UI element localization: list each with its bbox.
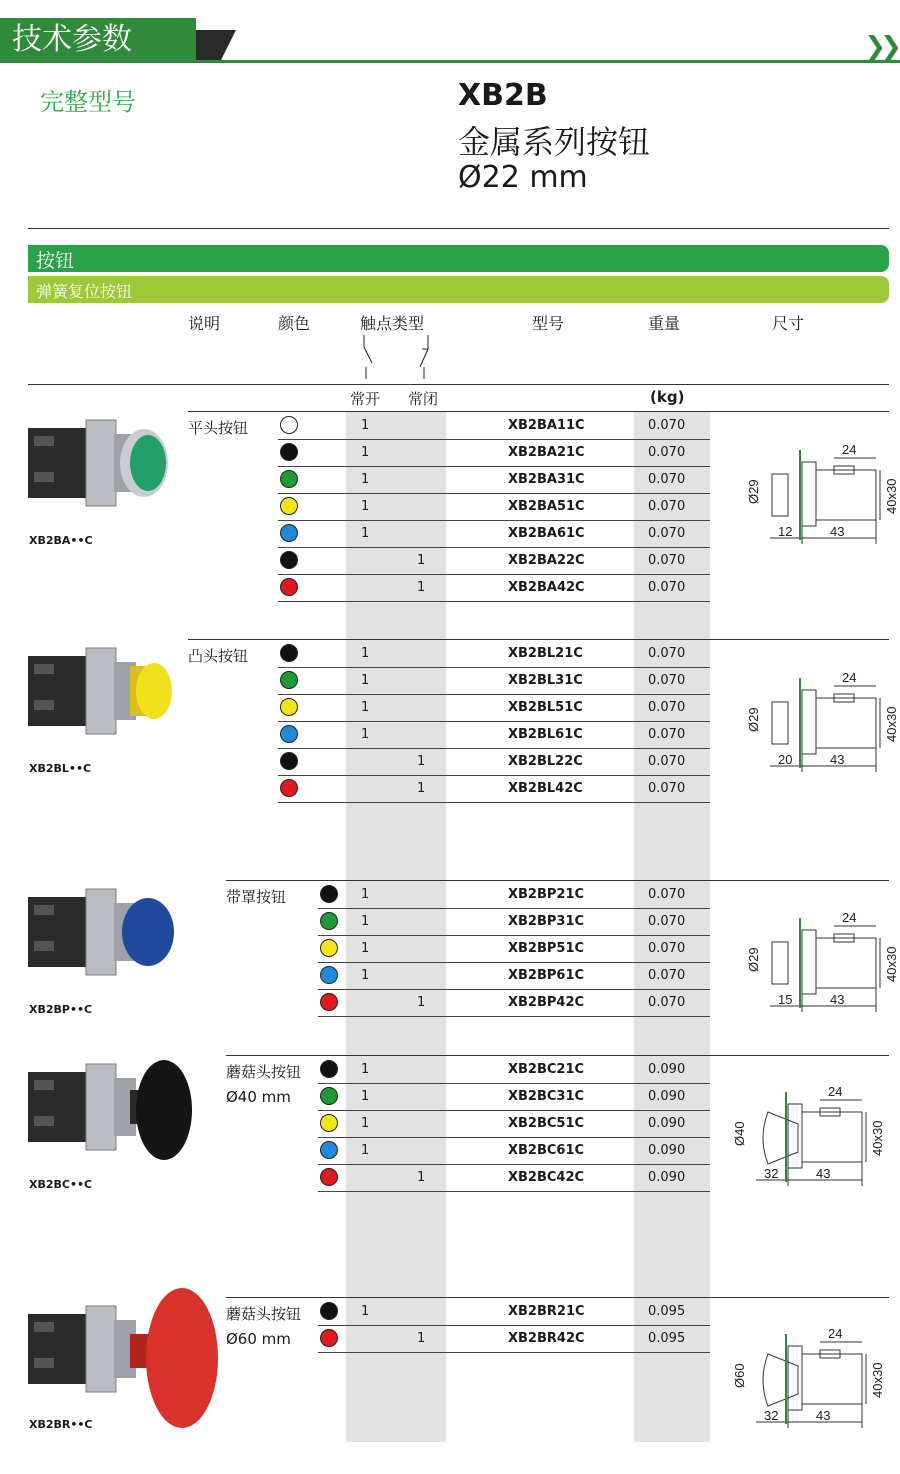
dim-front: 20 <box>778 752 793 767</box>
model-number: XB2BL21C <box>508 646 583 661</box>
dim-diameter: Ø40 <box>732 1121 747 1146</box>
button-photo <box>22 869 222 1019</box>
color-swatch <box>280 497 298 515</box>
contact-no-value: 1 <box>361 499 370 514</box>
contact-nc-value: 1 <box>417 553 426 568</box>
table-row <box>278 775 710 803</box>
chevron-right-icon: ❯❯ <box>864 32 896 62</box>
terminal <box>34 664 54 674</box>
dim-top: 24 <box>842 442 857 457</box>
table-row <box>278 520 710 548</box>
category-bar <box>28 245 889 272</box>
category-label: 按钮 <box>36 250 75 272</box>
color-swatch <box>280 752 298 770</box>
table-row <box>278 667 710 695</box>
dim-diameter: Ø29 <box>746 707 761 732</box>
dimension-drawing <box>738 668 899 778</box>
contact-nc-value: 1 <box>417 1170 426 1185</box>
photo-label: XB2BA••C <box>29 534 93 547</box>
terminal <box>34 1080 54 1090</box>
table-row <box>278 694 710 722</box>
color-swatch <box>320 1060 338 1078</box>
contact-no-value: 1 <box>361 646 370 661</box>
dimension-drawing <box>738 440 899 550</box>
dim-side: 40x30 <box>884 946 899 982</box>
weight-value: 0.070 <box>648 526 686 541</box>
color-swatch <box>320 993 338 1011</box>
mounting-collar <box>86 1064 116 1150</box>
weight-unit: (kg) <box>650 388 685 406</box>
col-header-color: 颜色 <box>278 314 311 333</box>
table-row <box>278 439 710 467</box>
button-photo <box>22 400 222 550</box>
table-row <box>278 721 710 749</box>
group-description-size: Ø60 mm <box>226 1330 291 1348</box>
color-swatch <box>320 1329 338 1347</box>
contact-no-value: 1 <box>361 914 370 929</box>
contact-no-value: 1 <box>361 472 370 487</box>
table-row <box>278 466 710 494</box>
table-row <box>278 748 710 776</box>
color-swatch <box>280 644 298 662</box>
dim-top: 24 <box>842 670 857 685</box>
mounting-collar <box>86 648 116 734</box>
model-number: XB2BL31C <box>508 673 583 688</box>
header-slant <box>196 30 236 62</box>
table-row <box>278 547 710 575</box>
dim-side: 40x30 <box>884 478 899 514</box>
model-number: XB2BC61C <box>508 1143 585 1158</box>
dim-front: 32 <box>764 1166 779 1181</box>
section-label: 完整型号 <box>40 88 136 116</box>
dim-diameter: Ø29 <box>746 479 761 504</box>
color-swatch <box>280 671 298 689</box>
weight-value: 0.070 <box>648 727 686 742</box>
product-size: Ø22 mm <box>458 160 588 195</box>
model-number: XB2BR21C <box>508 1304 585 1319</box>
mounting-collar <box>86 1306 116 1392</box>
contact-no-value: 1 <box>361 941 370 956</box>
button-cap <box>136 663 172 719</box>
color-swatch <box>320 885 338 903</box>
weight-value: 0.070 <box>648 445 686 460</box>
color-swatch <box>280 470 298 488</box>
subcategory-label: 弹簧复位按钮 <box>36 282 133 301</box>
col-header-no: 常开 <box>350 390 381 408</box>
terminal <box>34 905 54 915</box>
weight-value: 0.095 <box>648 1304 686 1319</box>
weight-value: 0.070 <box>648 995 686 1010</box>
dim-front: 15 <box>778 992 793 1007</box>
model-number: XB2BA11C <box>508 418 585 433</box>
header-divider <box>28 384 889 385</box>
color-swatch <box>320 939 338 957</box>
group-description: 平头按钮 <box>188 419 249 437</box>
contact-no-value: 1 <box>361 1062 370 1077</box>
model-number: XB2BC51C <box>508 1116 585 1131</box>
subcategory-bar <box>28 276 889 303</box>
col-header-dim: 尺寸 <box>772 314 805 333</box>
dim-front: 12 <box>778 524 793 539</box>
table-row <box>278 493 710 521</box>
model-number: XB2BC21C <box>508 1062 585 1077</box>
col-header-contact: 触点类型 <box>360 314 425 333</box>
contact-no-value: 1 <box>361 673 370 688</box>
group-description: 带罩按钮 <box>226 888 287 906</box>
dim-side: 40x30 <box>884 706 899 742</box>
color-swatch <box>320 1114 338 1132</box>
color-swatch <box>320 912 338 930</box>
dim-body: 43 <box>830 992 845 1007</box>
group-description: 蘑菇头按钮 <box>226 1063 302 1081</box>
weight-value: 0.070 <box>648 968 686 983</box>
table-row <box>278 412 710 440</box>
dim-top: 24 <box>842 910 857 925</box>
group-description-size: Ø40 mm <box>226 1088 291 1106</box>
page-title: 技术参数 <box>12 22 132 57</box>
group-description: 蘑菇头按钮 <box>226 1305 302 1323</box>
model-number: XB2BA31C <box>508 472 585 487</box>
weight-value: 0.090 <box>648 1089 686 1104</box>
group-description: 凸头按钮 <box>188 647 249 665</box>
weight-value: 0.090 <box>648 1062 686 1077</box>
terminal <box>34 1322 54 1332</box>
photo-label: XB2BL••C <box>29 762 92 775</box>
model-number: XB2BP31C <box>508 914 585 929</box>
color-swatch <box>320 1087 338 1105</box>
weight-value: 0.070 <box>648 914 686 929</box>
dim-side: 40x30 <box>870 1120 885 1156</box>
color-swatch <box>320 1141 338 1159</box>
table-row <box>278 574 710 602</box>
contact-no-value: 1 <box>361 727 370 742</box>
contact-no-value: 1 <box>361 445 370 460</box>
weight-value: 0.070 <box>648 499 686 514</box>
color-swatch <box>320 1168 338 1186</box>
mushroom-cap <box>136 1060 192 1160</box>
terminal <box>34 700 54 710</box>
weight-value: 0.070 <box>648 418 686 433</box>
col-header-weight: 重量 <box>648 314 681 333</box>
model-number: XB2BL22C <box>508 754 583 769</box>
button-cap <box>130 435 166 491</box>
model-number: XB2BA21C <box>508 445 585 460</box>
model-number: XB2BA61C <box>508 526 585 541</box>
weight-value: 0.070 <box>648 887 686 902</box>
dim-body: 43 <box>816 1408 831 1423</box>
product-code: XB2B <box>458 78 548 113</box>
photo-label: XB2BP••C <box>29 1003 93 1016</box>
model-number: XB2BP51C <box>508 941 585 956</box>
col-header-nc: 常闭 <box>408 390 439 408</box>
model-number: XB2BA42C <box>508 580 585 595</box>
terminal <box>34 1358 54 1368</box>
weight-value: 0.070 <box>648 646 686 661</box>
color-swatch <box>320 1302 338 1320</box>
contact-no-value: 1 <box>361 1304 370 1319</box>
weight-value: 0.090 <box>648 1143 686 1158</box>
photo-label: XB2BR••C <box>29 1418 93 1431</box>
weight-value: 0.070 <box>648 472 686 487</box>
dim-front: 32 <box>764 1408 779 1423</box>
dim-body: 43 <box>830 752 845 767</box>
contact-no-value: 1 <box>361 1116 370 1131</box>
weight-value: 0.070 <box>648 553 686 568</box>
model-number: XB2BL61C <box>508 727 583 742</box>
model-number: XB2BL42C <box>508 781 583 796</box>
header-rule <box>0 60 900 63</box>
model-number: XB2BC42C <box>508 1170 585 1185</box>
color-swatch <box>280 551 298 569</box>
dimension-drawing <box>732 1082 888 1192</box>
dim-side: 40x30 <box>870 1362 885 1398</box>
contact-no-value: 1 <box>361 418 370 433</box>
mounting-collar <box>86 420 116 506</box>
button-photo <box>22 1286 222 1436</box>
color-swatch <box>320 966 338 984</box>
photo-label: XB2BC••C <box>29 1178 93 1191</box>
terminal <box>34 472 54 482</box>
contact-nc-value: 1 <box>417 580 426 595</box>
dimension-drawing <box>738 908 899 1018</box>
model-number: XB2BC31C <box>508 1089 585 1104</box>
weight-value: 0.070 <box>648 673 686 688</box>
weight-value: 0.070 <box>648 700 686 715</box>
button-boot <box>122 898 174 966</box>
weight-value: 0.070 <box>648 580 686 595</box>
dimension-drawing <box>732 1324 888 1434</box>
contact-nc-value: 1 <box>417 754 426 769</box>
color-swatch <box>280 443 298 461</box>
model-number: XB2BP21C <box>508 887 585 902</box>
col-header-model: 型号 <box>532 314 565 333</box>
weight-value: 0.090 <box>648 1170 686 1185</box>
dim-body: 43 <box>830 524 845 539</box>
model-number: XB2BP61C <box>508 968 585 983</box>
contact-symbols-icon <box>350 333 440 381</box>
dim-diameter: Ø29 <box>746 947 761 972</box>
contact-no-value: 1 <box>361 700 370 715</box>
model-number: XB2BR42C <box>508 1331 585 1346</box>
weight-value: 0.090 <box>648 1116 686 1131</box>
model-number: XB2BA51C <box>508 499 585 514</box>
color-swatch <box>280 416 298 434</box>
contact-nc-value: 1 <box>417 781 426 796</box>
contact-nc-value: 1 <box>417 995 426 1010</box>
terminal <box>34 941 54 951</box>
button-photo <box>22 628 222 778</box>
color-swatch <box>280 725 298 743</box>
dim-diameter: Ø60 <box>732 1363 747 1388</box>
col-header-desc: 说明 <box>188 314 221 333</box>
dim-top: 24 <box>828 1326 843 1341</box>
weight-value: 0.070 <box>648 781 686 796</box>
contact-no-value: 1 <box>361 887 370 902</box>
color-swatch <box>280 779 298 797</box>
color-swatch <box>280 578 298 596</box>
mounting-collar <box>86 889 116 975</box>
dim-body: 43 <box>816 1166 831 1181</box>
button-photo <box>22 1044 222 1194</box>
mushroom-cap <box>146 1288 218 1428</box>
contact-no-value: 1 <box>361 526 370 541</box>
dim-top: 24 <box>828 1084 843 1099</box>
contact-no-value: 1 <box>361 1089 370 1104</box>
contact-nc-value: 1 <box>417 1331 426 1346</box>
product-name: 金属系列按钮 <box>458 123 651 161</box>
model-number: XB2BP42C <box>508 995 585 1010</box>
color-swatch <box>280 524 298 542</box>
model-number: XB2BA22C <box>508 553 585 568</box>
weight-value: 0.095 <box>648 1331 686 1346</box>
table-row <box>278 640 710 668</box>
weight-value: 0.070 <box>648 754 686 769</box>
weight-value: 0.070 <box>648 941 686 956</box>
terminal <box>34 436 54 446</box>
model-number: XB2BL51C <box>508 700 583 715</box>
divider <box>28 228 889 229</box>
terminal <box>34 1116 54 1126</box>
color-swatch <box>280 698 298 716</box>
contact-no-value: 1 <box>361 968 370 983</box>
contact-no-value: 1 <box>361 1143 370 1158</box>
